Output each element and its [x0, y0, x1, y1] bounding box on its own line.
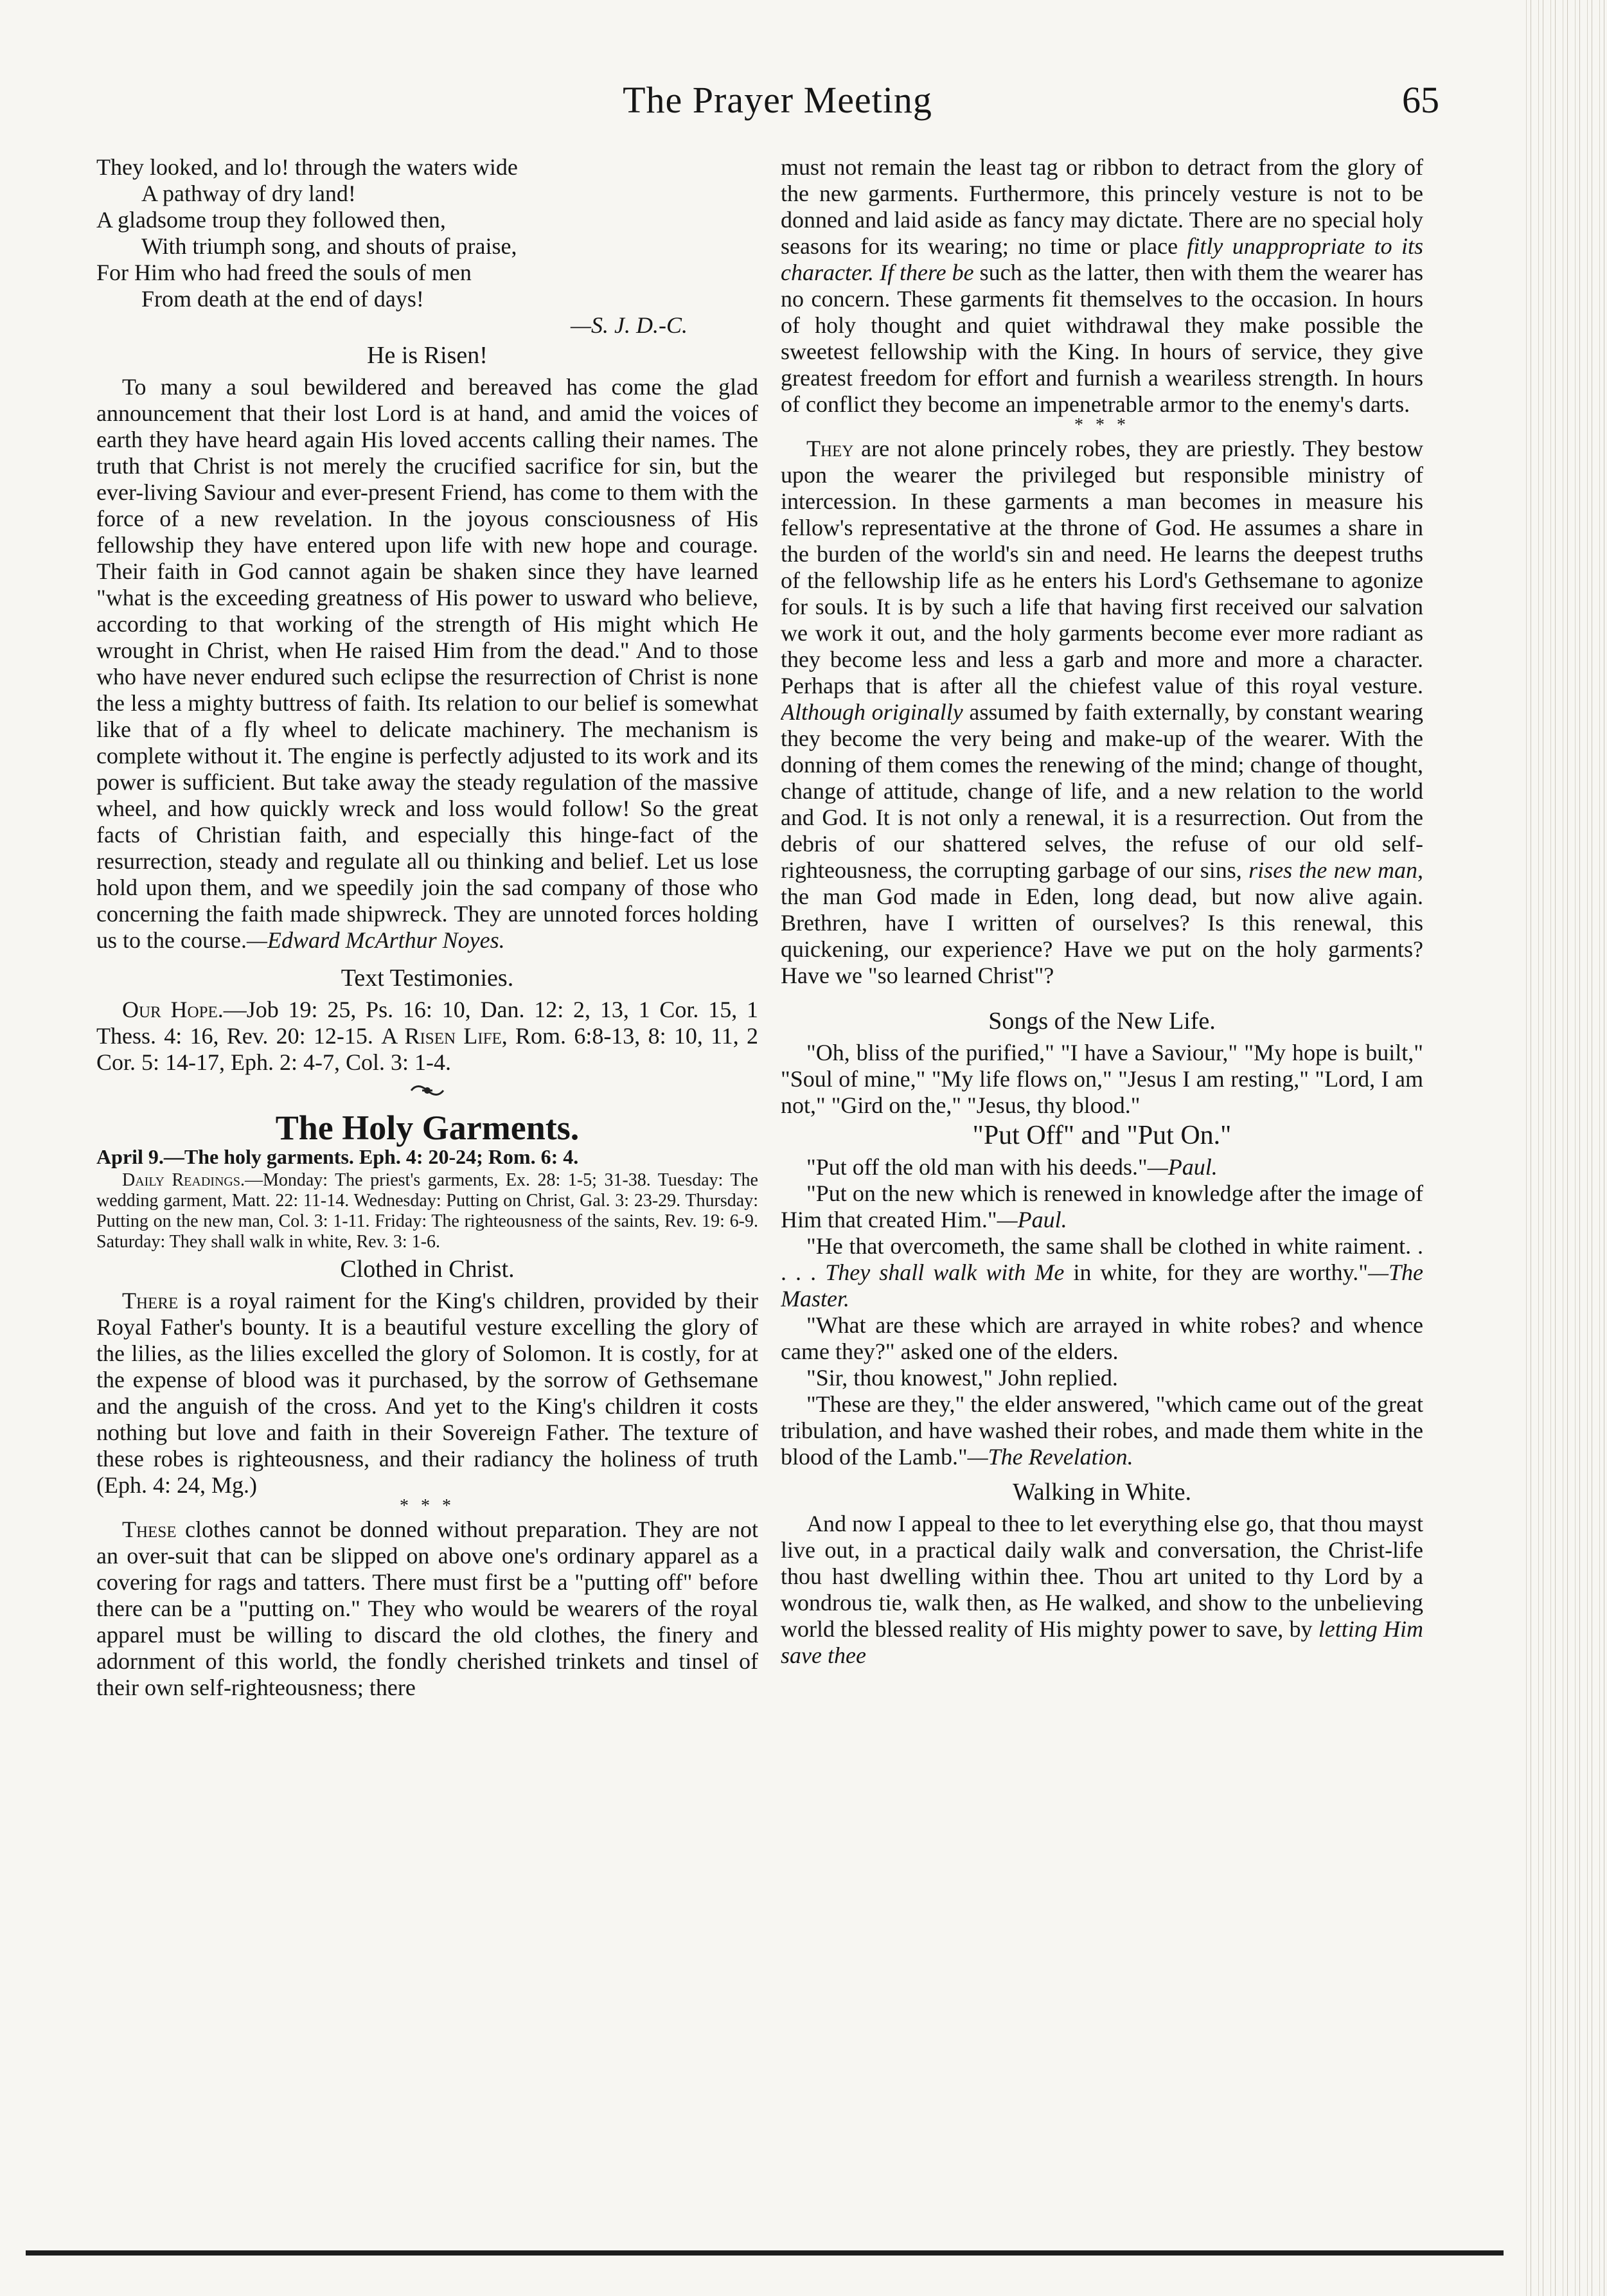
these-paragraph: [96, 1517, 758, 1701]
italic-text: letting Him save thee: [781, 1616, 1423, 1668]
paragraph-text: the man God made in Eden, long dead, but now alive again. Brethren, have I written of ourselves? Is this renewal, this quickening, our experience? Have we put on the holy garments? Have we "so learned Christ"?: [781, 884, 1423, 988]
poem: [96, 154, 758, 312]
italic-text: fitly unappropriate to its character. If there be: [781, 233, 1423, 285]
lesson-line: April 9.—The holy garments. Eph. 4: 20-24; Rom. 6: 4.: [96, 1145, 579, 1168]
testimonies-label: Our Hope.: [122, 997, 224, 1022]
quote-paragraph: [781, 1391, 1423, 1470]
heading-text-testimonies: Text Testimonies.: [341, 965, 514, 992]
quote-source: —Paul.: [997, 1207, 1067, 1233]
they-paragraph: [781, 436, 1423, 989]
daily-readings: [96, 1170, 758, 1252]
paragraph-text: To many a soul bewildered and bereaved has come the glad announcement that their lost Lord is at hand, and amid the voices of earth they have heard again His loved accents calling their names. The truth that Christ is not merely the crucified sacrifice for sin, but the ever-living Saviour and ever-present Friend, has come to them with the force of a new revelation. In the joyous consciousness of His fellowship they have entered upon life with new hope and courage. Their faith in God cannot again be shaken since they have learned "what is the exceeding greatness of His power to usward who believe, according to that working of the strength of His might which He wrought in Christ, when He raised Him from the dead." And to those who have never endured such eclipse the resurrection of Christ is none the less a mighty buttress of faith. Its relation to our belief is somewhat like that of a fly wheel to delicate machinery. The mechanism is complete without it. The engine is perfectly adjusted to its work and its power is sufficient. But take away the steady regulation of the massive wheel, and how quickly wreck and loss would follow! So the great facts of Christian faith, and especially this hinge-fact of the resurrection, steady and regulate all ou thinking and belief. Let us lose hold upon them, and we speedily join the sad company of those who concerning the faith made shipwreck. They are unnoted forces holding us to the course.: [96, 374, 758, 953]
paragraph-text: is a royal raiment for the King's children, provided by their Royal Father's bounty. It is a beautiful vesture excelling the glory of the lilies, as the lilies excelled the glory of Solomon. It is costly, for at the expense of blood was it purchased, by the sorrow of Gethsemane and the anguish of the cross. And yet to the King's children it costs nothing but love and faith in their Sovereign Father. The texture of these robes is righteousness, and their radiancy the holiness of truth (Eph. 4: 24, Mg.): [96, 1288, 758, 1498]
paragraph-text: And now I appeal to thee to let everything else go, that thou mayst live out, in a practical daily walk and conversation, the Christ-life thou hast dwelling within thee. Thou art united to thy Lord by a wondrous tie, walk then, as He walked, and show to the unbelieving world the blessed reality of His mighty power to save, by: [781, 1511, 1423, 1642]
heading-walking-in-white: Walking in White.: [1012, 1479, 1192, 1506]
quote-paragraph: [781, 1180, 1423, 1233]
fleuron-ornament: [96, 1080, 758, 1106]
page-header: [116, 78, 1439, 130]
right-column: [781, 154, 1423, 2256]
daily-readings-text: —Monday: The priest's garments, Ex. 28: 1-5; 31-38. Tuesday: The wedding garment, Matt. 22: 11-14. Wednesday: Putting on Christ, Gal. 3: 23-29. Thursday: Putting on the new man, Col. 3: 1-11. Friday: The righteousness of the saints, Rev. 19: 6-9. Saturday: They shall walk in white, Rev. 3: 1-6.: [96, 1170, 758, 1252]
page-number: 65: [1402, 79, 1439, 121]
paragraph-text: clothes cannot be donned without preparation. They are not an over-suit that can be slipped on above one's ordinary apparel as a covering for rags and tatters. There must first be a "putting off" before there can be a "putting on." They who would be wearers of the royal apparel must be willing to discard the old clothes, the finery and adornment of this world, the fondly cherished trinkets and tinsel of their own self-righteousness; there: [96, 1517, 758, 1700]
heading-clothed-in-christ: Clothed in Christ.: [340, 1256, 515, 1283]
quote-paragraph: "What are these which are arrayed in white robes? and whence came they?" asked one of the elders.: [781, 1312, 1423, 1364]
quote-text: "Put off the old man with his deeds.": [806, 1154, 1148, 1180]
paragraph-text: such as the latter, then with them the wearer has no concern. These garments fit themselves to the occasion. In hours of holy thought and quiet withdrawal they make possible the sweetest fellowship with the King. In hours of service, they give greatest freedom for effort and furnish a weariless strength. In hours of conflict they become an impenetrable armor to the enemy's darts.: [781, 260, 1423, 417]
quote-text: "Put on the new which is renewed in knowledge after the image of Him that created Him.": [781, 1180, 1423, 1233]
testimonies-refs: —Job 19: 25, Ps. 16: 10, Dan. 12: 2, 13, 1 Cor. 15, 1 Thess. 4: 16, Rev. 20: 12-15.: [96, 997, 758, 1049]
paragraph-text: assumed by faith externally, by constant wearing they become the very being and make-up of the wearer. With the donning of them comes the renewing of the mind; change of thought, change of attitude, change of life, and a new relation to the world and God. It is not only a renewal, it is a resurrection. Out from the debris of our shattered selves, the refuse of our old self-righteousness, the corrupting garbage of our sins,: [781, 699, 1423, 883]
quote-paragraph: [781, 1154, 1423, 1180]
testimonies-label: A Risen Life,: [381, 1023, 508, 1049]
author-credit: —Edward McArthur Noyes.: [246, 927, 505, 953]
continued-paragraph: [781, 154, 1423, 418]
testimonies-refs: Rom. 6:8-13, 8: 10, 11, 2 Cor. 5: 14-17, Eph. 2: 4-7, Col. 3: 1-4.: [96, 1023, 758, 1075]
quote-source: —Paul.: [1147, 1154, 1218, 1180]
daily-readings-label: Daily Readings.: [122, 1170, 245, 1190]
walking-paragraph: [781, 1511, 1423, 1669]
paragraph-text: must not remain the least tag or ribbon to detract from the glory of the new garments. Furthermore, this princely vesture is not to be donned and laid aside as fancy may dictate. There are no special holy seasons for its wearing; no time or place: [781, 154, 1423, 259]
quote-text: "These are they," the elder answered, "which came out of the great tribulation, and have washed their robes, and made them white in the blood of the Lamb.": [781, 1391, 1423, 1470]
testimonies-paragraph: [96, 997, 758, 1076]
running-title: The Prayer Meeting: [623, 79, 932, 121]
quote-text: "He that overcometh, the same shall be clothed in white raiment. . . . .: [781, 1233, 1423, 1285]
heading-holy-garments: The Holy Garments.: [275, 1108, 580, 1147]
section-stars: * * *: [400, 1496, 455, 1516]
clothed-paragraph: [96, 1288, 758, 1499]
italic-text: Although originally: [781, 699, 963, 725]
he-is-risen-paragraph: [96, 374, 758, 954]
lead-word: These: [122, 1517, 177, 1542]
paragraph-text: are not alone princely robes, they are priestly. They bestow upon the wearer the privileged but responsible ministry of intercession. In these garments a man becomes in measure his fellow's representative at the throne of God. He assumes a share in the burden of the world's sin and need. He learns the deepest truths of the fellowship life as he enters his Lord's Gethsemane to agonize for souls. It is by such a life that having first received our salvation we work it out, and the holy garments become ever more radiant as they become less and less a garb and more and more a character. Perhaps that is after all the chiefest value of this royal vesture.: [781, 436, 1423, 699]
poem-line: A gladsome troup they followed then,: [96, 207, 446, 233]
poem-line: For Him who had freed the souls of men: [96, 260, 472, 285]
quote-text: in white, for they are worthy.": [1073, 1259, 1368, 1285]
italic-text: rises the new man,: [1248, 857, 1423, 883]
poem-line: From death at the end of days!: [141, 286, 424, 312]
bound-page-edge: [1523, 0, 1607, 2296]
left-column: [96, 154, 758, 2256]
poem-signature: —S. J. D.-C.: [571, 312, 688, 338]
poem-line: They looked, and lo! through the waters wide: [96, 154, 518, 180]
quote-source: —The Master.: [781, 1259, 1423, 1312]
quote-paragraph: "Sir, thou knowest," John replied.: [806, 1365, 1118, 1391]
heading-songs-new-life: Songs of the New Life.: [988, 1008, 1216, 1035]
poem-line: A pathway of dry land!: [141, 181, 356, 206]
lead-word: There: [122, 1288, 179, 1313]
songs-paragraph: "Oh, bliss of the purified," "I have a Saviour," "My hope is built," "Soul of mine," "My life flows on," "Jesus I am resting," "Lord, I am not," "Gird on the," "Jesus, thy blood.": [781, 1040, 1423, 1118]
heading-put-off-put-on: "Put Off" and "Put On.": [972, 1121, 1232, 1150]
quote-paragraph: [781, 1233, 1423, 1312]
section-stars: * * *: [1074, 415, 1130, 435]
poem-line: With triumph song, and shouts of praise,: [141, 233, 517, 259]
italic-text: They shall walk with Me: [825, 1259, 1065, 1285]
heading-he-is-risen: He is Risen!: [367, 342, 488, 369]
bottom-rule: [26, 2250, 1504, 2256]
lead-word: They: [806, 436, 854, 461]
quote-source: —The Revelation.: [967, 1444, 1133, 1470]
